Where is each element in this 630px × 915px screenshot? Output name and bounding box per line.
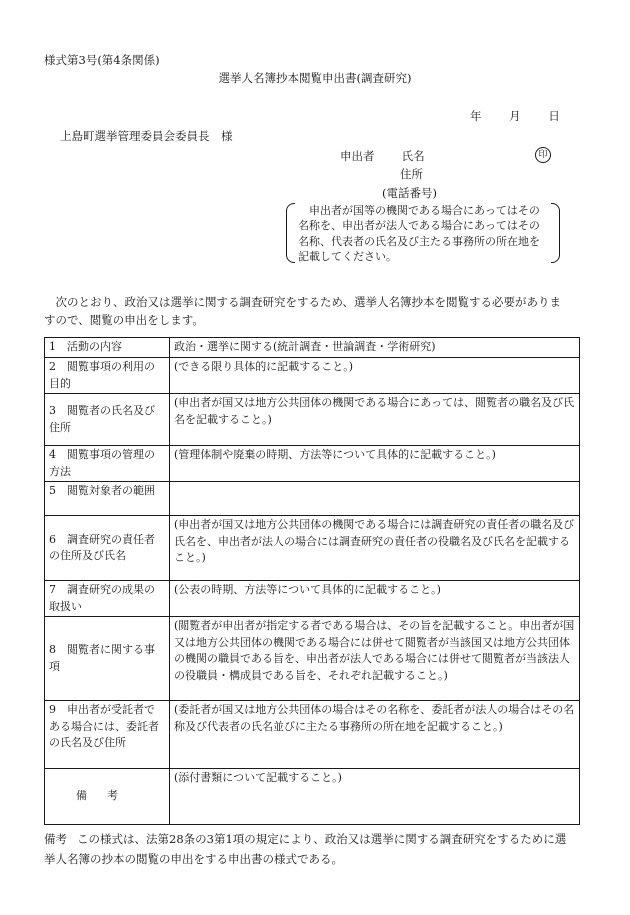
row-label: 1 活動の内容	[45, 338, 170, 358]
addressee: 上島町選挙管理委員会委員長 様	[60, 129, 233, 143]
row-label: 4 閲覧事項の管理の方法	[45, 446, 170, 482]
applicant-phone-label: (電話番号)	[382, 186, 437, 200]
applicant-note-box	[286, 203, 560, 263]
row-label: 備考	[45, 769, 170, 825]
date-line	[470, 108, 560, 125]
row-label: 8 閲覧者に関する事項	[45, 617, 170, 701]
table-row	[45, 769, 580, 825]
applicant-address-label: 住所	[400, 167, 423, 181]
row-label: 9 申出者が受託者である場合には、委託者の氏名及び住所	[45, 701, 170, 769]
table-row	[45, 581, 580, 617]
seal-mark-icon: 印	[535, 147, 551, 163]
footnote-body: この様式は、法第28条の3第1項の規定により、政治又は選挙に関する調査研究をするために選挙人名簿の抄本の閲覧の申出をする申出書の様式である。	[44, 832, 567, 867]
table-row	[45, 482, 580, 516]
table-row	[45, 617, 580, 701]
date-day-label: 日	[548, 109, 560, 123]
date-month-label: 月	[509, 109, 521, 123]
date-year-label: 年	[470, 109, 482, 123]
document-title: 選挙人名簿抄本閲覧申出書(調査研究)	[218, 71, 412, 85]
row-content[interactable]: (申出者が国又は地方公共団体の機関である場合には調査研究の責任者の職名及び氏名を、申出者が法人の場合には調査研究の責任者の役職名及び氏名を記載すること。)	[170, 516, 580, 581]
applicant-name-label: 氏名	[401, 149, 425, 163]
applicant-name-row	[340, 148, 425, 165]
row-content[interactable]: 政治・選挙に関する(統計調査・世論調査・学術研究)	[170, 338, 580, 358]
form-number: 様式第3号(第4条関係)	[44, 53, 160, 67]
footnote	[44, 829, 574, 869]
applicant-label: 申出者	[340, 149, 375, 163]
table-row	[45, 516, 580, 581]
note-right-bracket	[551, 203, 560, 263]
row-content[interactable]: (申出者が国又は地方公共団体の機関である場合にあっては、閲覧者の職名及び氏名を記載すること。)	[170, 394, 580, 446]
table-row	[45, 358, 580, 394]
row-label: 5 閲覧対象者の範囲	[45, 482, 170, 516]
table-row	[45, 338, 580, 358]
row-content[interactable]: (できる限り具体的に記載すること。)	[170, 358, 580, 394]
application-table	[44, 337, 580, 825]
row-label: 7 調査研究の成果の取扱い	[45, 581, 170, 617]
row-content[interactable]: (管理体制や廃棄の時期、方法等について具体的に記載すること。)	[170, 446, 580, 482]
row-content[interactable]: (添付書類について記載すること。)	[170, 769, 580, 825]
row-content[interactable]: (公表の時期、方法等について具体的に記載すること。)	[170, 581, 580, 617]
row-label: 2 閲覧事項の利用の目的	[45, 358, 170, 394]
row-content[interactable]: (閲覧者が申出者が指定する者である場合は、その旨を記載すること。申出者が国又は地方公共団体の機関である場合には併せて閲覧者が当該国又は地方公共団体の機関の職員である旨を、申出者が法人である場合には併せて閲覧者が当該法人の役職員・構成員である旨を、それぞれ記載すること。)	[170, 617, 580, 701]
table-row	[45, 394, 580, 446]
row-content[interactable]	[170, 482, 580, 516]
table-row	[45, 446, 580, 482]
row-label: 3 閲覧者の氏名及び住所	[45, 394, 170, 446]
row-label: 6 調査研究の責任者の住所及び氏名	[45, 516, 170, 581]
row-content[interactable]: (委託者が国又は地方公共団体の場合はその名称を、委託者が法人の場合はその名称及び代表者の氏名並びに主たる事務所の所在地を記載すること。)	[170, 701, 580, 769]
note-left-bracket	[286, 203, 295, 263]
applicant-note-text: 申出者が国等の機関である場合にあってはその名称を、申出者が法人である場合にあってはその名称、代表者の氏名及び主たる事務所の所在地を記載してください。	[298, 204, 540, 264]
intro-text: 次のとおり、政治又は選挙に関する調査研究をするため、選挙人名簿抄本を閲覧する必要がありますので、閲覧の申出をします。	[44, 295, 562, 328]
table-row	[45, 701, 580, 769]
footnote-head: 備考	[44, 832, 67, 846]
